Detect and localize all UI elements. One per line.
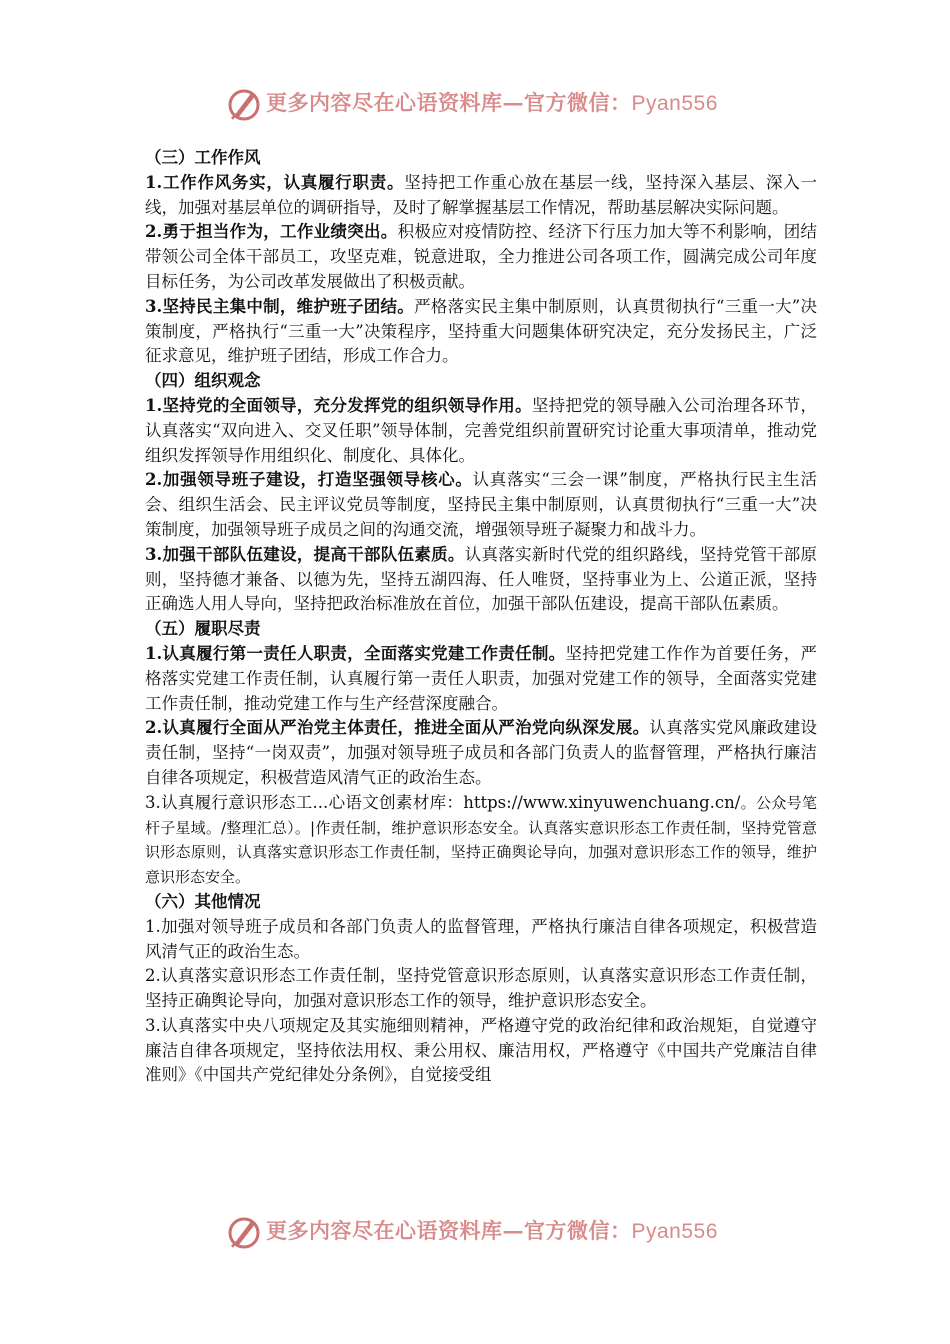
paragraph-body: 认真落实“三会一课”制度，严格执行民主生活会、组织生活会、民主评议党员等制度，坚持民主集中制原则，认真贯彻执行“三重一大”决策制度，加强领导班子成员之间的沟通交流，增强领导班子凝聚力和战斗力。 [145, 470, 817, 539]
banner-wechat-id: Pyan556 [631, 92, 718, 115]
paragraph-lead: 3.坚持民主集中制，维护班子团结。 [145, 296, 415, 316]
paragraph [145, 295, 817, 369]
banner-caption [266, 1215, 718, 1245]
paragraph-lead: 3.加强干部队伍建设，提高干部队伍素质。 [145, 544, 465, 564]
paragraph [145, 642, 817, 716]
banner-caption [266, 87, 718, 117]
paragraph-lead: 1.工作作风务实，认真履行职责。 [145, 172, 405, 192]
section-heading: （五）履职尽责 [145, 619, 261, 639]
quill-pen-logo-icon [226, 86, 262, 122]
quill-pen-logo-icon [226, 1214, 262, 1250]
document-body [145, 146, 817, 1088]
paragraph-mixed [145, 791, 817, 890]
paragraph-body: 坚持把工作重心放在基层一线，坚持深入基层、深入一线，加强对基层单位的调研指导，及时了解掌握基层工作情况，帮助基层解决实际问题。 [145, 172, 817, 217]
section-heading: （四）组织观念 [145, 371, 261, 391]
paragraph [145, 716, 817, 790]
paragraph-lead: 2.勇于担当作为，工作业绩突出。 [145, 222, 398, 242]
section-heading: （六）其他情况 [145, 891, 261, 911]
paragraph: 3.认真落实中央八项规定及其实施细则精神，严格遵守党的政治纪律和政治规矩，自觉遵守廉洁自律各项规定，坚持依法用权、秉公用权、廉洁用权，严格遵守《中国共产党廉洁自律准则》《中国共产党纪律处分条例》，自觉接受组 [145, 1015, 817, 1085]
paragraph-body: 坚持把党的领导融入公司治理各环节，认真落实“双向进入、交叉任职”领导体制，完善党组织前置研究讨论重大事项清单，推动党组织发挥领导作用组织化、制度化、具体化。 [145, 395, 817, 465]
paragraph [145, 543, 817, 617]
banner-text-cn: 更多内容尽在心语资料库—官方微信： [266, 1218, 632, 1243]
section-heading: （三）工作作风 [145, 148, 261, 167]
paragraph [145, 468, 817, 542]
header-banner [0, 82, 950, 126]
paragraph-lead: 2.加强领导班子建设，打造坚强领导核心。 [145, 470, 473, 490]
paragraph [145, 171, 817, 221]
paragraph-body: 坚持把党建工作作为首要任务，严格落实党建工作责任制，认真履行第一责任人职责，加强对党建工作的领导，全面落实党建工作责任制，推动党建工作与生产经营深度融合。 [145, 643, 817, 713]
paragraph [145, 394, 817, 468]
banner-text-cn: 更多内容尽在心语资料库—官方微信： [266, 90, 632, 115]
banner-wechat-id: Pyan556 [631, 1220, 718, 1243]
paragraph-serif-part: 3.认真履行意识形态工...心语文创素材库：https://www.xinyuwenchuang.cn/ [145, 792, 741, 812]
footer-banner [0, 1210, 950, 1254]
paragraph-lead: 1.认真履行第一责任人职责，全面落实党建工作责任制。 [145, 643, 566, 663]
paragraph-sans-part: 。公众号笔杆子星域。/整理汇总）。|作责任制，维护意识形态安全。认真落实意识形态工作责任制，坚持党管意识形态原则，认真落实意识形态工作责任制，坚持正确舆论导向，加强对意识形态工作的领导，维护意识形态安全。 [145, 793, 817, 887]
paragraph-lead: 2.认真履行全面从严治党主体责任，推进全面从严治党向纵深发展。 [145, 718, 650, 738]
paragraph: 1.加强对领导班子成员和各部门负责人的监督管理，严格执行廉洁自律各项规定，积极营造风清气正的政治生态。 [145, 916, 817, 961]
paragraph-body: 积极应对疫情防控、经济下行压力加大等不利影响，团结带领公司全体干部员工，攻坚克难，锐意进取，全力推进公司各项工作，圆满完成公司年度目标任务，为公司改革发展做出了积极贡献。 [145, 222, 817, 291]
paragraph-lead: 1.坚持党的全面领导，充分发挥党的组织领导作用。 [145, 395, 532, 415]
paragraph-body: 认真落实党风廉政建设责任制，坚持“一岗双责”，加强对领导班子成员和各部门负责人的监督管理，严格执行廉洁自律各项规定，积极营造风清气正的政治生态。 [145, 718, 817, 787]
paragraph-body: 认真落实新时代党的组织路线，坚持党管干部原则，坚持德才兼备、以德为先，坚持五湖四海、任人唯贤，坚持事业为上、公道正派，坚持正确选人用人导向，坚持把政治标准放在首位，加强干部队伍建设，提高干部队伍素质。 [145, 544, 817, 614]
paragraph-body: 严格落实民主集中制原则，认真贯彻执行“三重一大”决策制度，严格执行“三重一大”决策程序，坚持重大问题集体研究决定，充分发扬民主，广泛征求意见，维护班子团结，形成工作合力。 [145, 296, 817, 366]
paragraph: 2.认真落实意识形态工作责任制，坚持党管意识形态原则，认真落实意识形态工作责任制，坚持正确舆论导向，加强对意识形态工作的领导，维护意识形态安全。 [145, 966, 817, 1011]
paragraph [145, 220, 817, 294]
